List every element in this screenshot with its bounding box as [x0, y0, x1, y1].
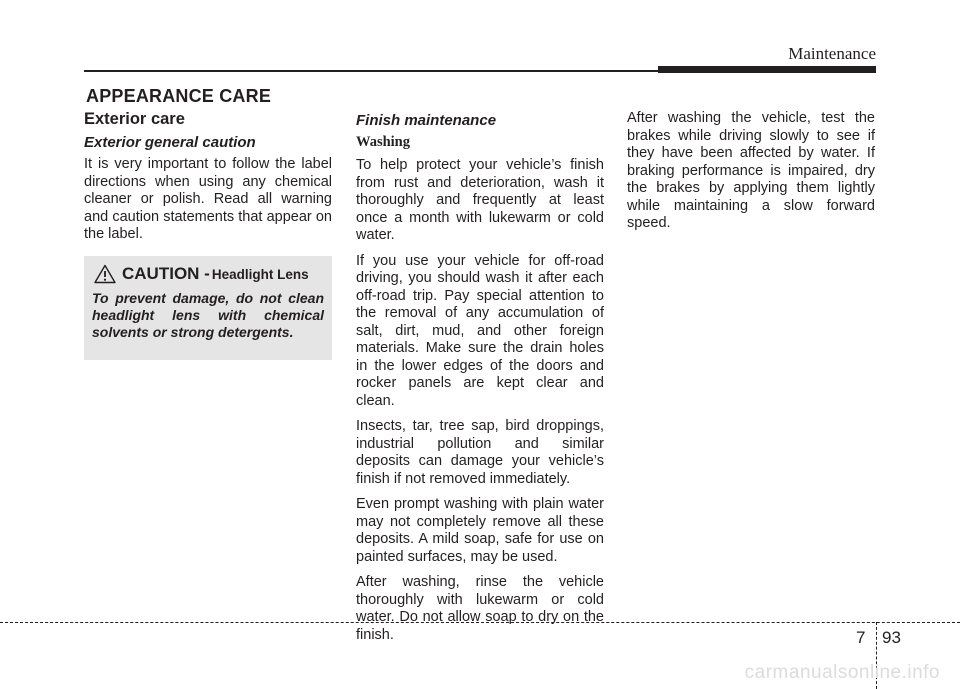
page-title: APPEARANCE CARE [86, 86, 272, 106]
page-chapter-number: 7 [856, 628, 866, 647]
caution-box [84, 256, 332, 360]
caution-word: CAUTION - [122, 264, 210, 283]
exterior-general-caution-heading: Exterior general caution [84, 134, 256, 151]
caution-text: To prevent damage, do not clean headlight lens with chemical solvents or strong detergents. [92, 290, 324, 340]
column-brakes-note [627, 110, 875, 241]
washing-paragraph-1: To help protect your vehicle’s finish from rust and deterioration, wash it thoroughly and frequently at least once a month with lukewarm or cold water. [356, 157, 604, 243]
finish-maintenance-heading: Finish maintenance [356, 112, 497, 129]
washing-paragraph-5: After washing, rinse the vehicle thoroughly with lukewarm or cold water. Do not allow soap to dry on the finish. [356, 574, 604, 643]
washing-heading: Washing [356, 134, 410, 150]
header-rule-thin [84, 70, 664, 72]
header-section-title: Maintenance [788, 44, 876, 63]
page-number: 93 [882, 628, 901, 647]
washing-paragraph-4: Even prompt washing with plain water may not completely remove all these deposits. A mild soap, safe for use on painted surfaces, may be used. [356, 496, 604, 565]
caution-header [94, 264, 324, 284]
warning-triangle-icon [94, 264, 116, 284]
washing-paragraph-2: If you use your vehicle for off-road driving, you should wash it after each off-road trip. Pay special attention to the removal of any accumulation of salt, dirt, mud, and other foreign materials. Make sure the drain holes in the lower edges of the doors and rocker panels are kept clear and clean. [356, 252, 604, 409]
exterior-care-heading: Exterior care [84, 110, 185, 128]
brakes-note-paragraph: After washing the vehicle, test the brakes while driving slowly to see if they have been affected by water. If braking performance is impaired, dry the brakes by applying them lightly while maintaining a slow forward speed. [627, 110, 875, 231]
exterior-care-paragraph: It is very important to follow the label directions when using any chemical cleaner or polish. Read all warning and caution statements that appear on the label. [84, 156, 332, 242]
column-exterior-care [84, 110, 332, 252]
header-rule-thick [658, 66, 876, 73]
footer-rule [0, 622, 960, 623]
caution-subject: Headlight Lens [211, 266, 309, 282]
washing-paragraph-3: Insects, tar, tree sap, bird droppings, industrial pollution and similar deposits can damage your vehicle’s finish if not removed immediately. [356, 418, 604, 487]
watermark: carmanualsonline.info [744, 662, 940, 683]
column-finish-maintenance [356, 110, 604, 652]
